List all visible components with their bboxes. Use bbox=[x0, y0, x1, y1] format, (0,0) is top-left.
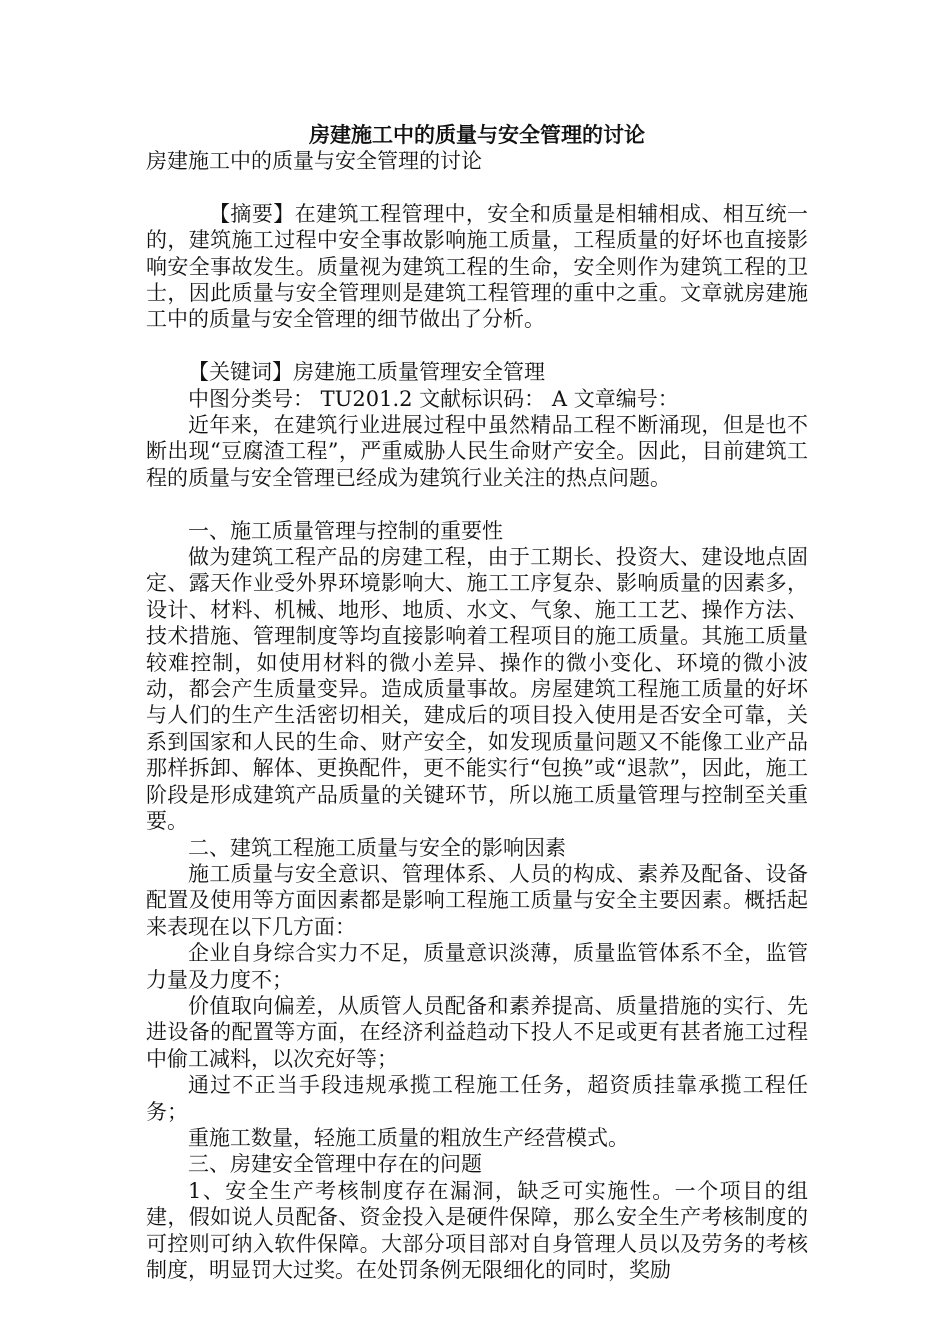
section3-heading: 三、房建安全管理中存在的问题 bbox=[188, 1152, 482, 1177]
document-subtitle: 房建施工中的质量与安全管理的讨论 bbox=[146, 149, 482, 173]
section2-item: 重施工数量，轻施工质量的粗放生产经营模式。 bbox=[188, 1125, 629, 1150]
abstract-paragraph: 【摘要】在建筑工程管理中，安全和质量是相辅相成、相互统一的，建筑施工过程中安全事故影响施工质量，工程质量的好坏也直接影响安全事故发生。质量视为建筑工程的生命，安全则作为建筑工程的卫士，因此质量与安全管理则是建筑工程管理的重中之重。文章就房建施工中的质量与安全管理的细节做出了分析。 bbox=[146, 201, 808, 332]
keywords-line: 【关键词】房建施工质量管理安全管理 bbox=[188, 360, 545, 385]
spacer bbox=[146, 491, 808, 517]
section2-body: 施工质量与安全意识、管理体系、人员的构成、素养及配备、设备配置及使用等方面因素都是影响工程施工质量与安全主要因素。概括起来表现在以下几方面： bbox=[146, 861, 808, 939]
classification-line: 中图分类号： TU201.2 文献标识码： A 文章编号： bbox=[188, 386, 679, 411]
section1-body: 做为建筑工程产品的房建工程，由于工期长、投资大、建设地点固定、露天作业受外界环境影响大、施工工序复杂、影响质量的因素多，设计、材料、机械、地形、地质、水文、气象、施工工艺、操作方法、技术措施、管理制度等均直接影响着工程项目的施工质量。其施工质量较难控制，如使用材料的微小差异、操作的微小变化、环境的微小波动，都会产生质量变异。造成质量事故。房屋建筑工程施工质量的好坏与人们的生产生活密切相关，建成后的项目投入使用是否安全可靠，关系到国家和人民的生命、财产安全，如发现质量问题又不能像工业产品那样拆卸、解体、更换配件，更不能实行“包换”或“退款”，因此，施工阶段是形成建筑产品质量的关键环节，所以施工质量管理与控制至关重要。 bbox=[146, 545, 808, 834]
document-page bbox=[146, 122, 808, 1283]
section3-item: 1、安全生产考核制度存在漏洞，缺乏可实施性。一个项目的组建，假如说人员配备、资金投入是硬件保障，那么安全生产考核制度的可控则可纳入软件保障。大部分项目部对自身管理人员以及劳务的考核制度，明显罚大过奖。在处罚条例无限细化的同时，奖励 bbox=[146, 1178, 808, 1283]
section2-item: 企业自身综合实力不足，质量意识淡薄，质量监管体系不全，监管力量及力度不； bbox=[146, 941, 808, 992]
intro-paragraph: 近年来，在建筑行业进展过程中虽然精品工程不断涌现，但是也不断出现“豆腐渣工程”，严重威胁人民生命财产安全。因此，目前建筑工程的质量与安全管理已经成为建筑行业关注的热点问题。 bbox=[146, 413, 808, 490]
document-title: 房建施工中的质量与安全管理的讨论 bbox=[309, 122, 645, 147]
spacer bbox=[146, 174, 808, 200]
section2-item: 通过不正当手段违规承揽工程施工任务，超资质挂靠承揽工程任务； bbox=[146, 1073, 808, 1124]
section1-heading: 一、施工质量管理与控制的重要性 bbox=[188, 518, 503, 543]
spacer bbox=[146, 333, 808, 359]
section2-item: 价值取向偏差，从质管人员配备和素养提高、质量措施的实行、先进设备的配置等方面，在经济利益趋动下投人不足或更有甚者施工过程中偷工减料，以次充好等； bbox=[146, 993, 808, 1071]
section2-heading: 二、建筑工程施工质量与安全的影响因素 bbox=[188, 835, 566, 860]
